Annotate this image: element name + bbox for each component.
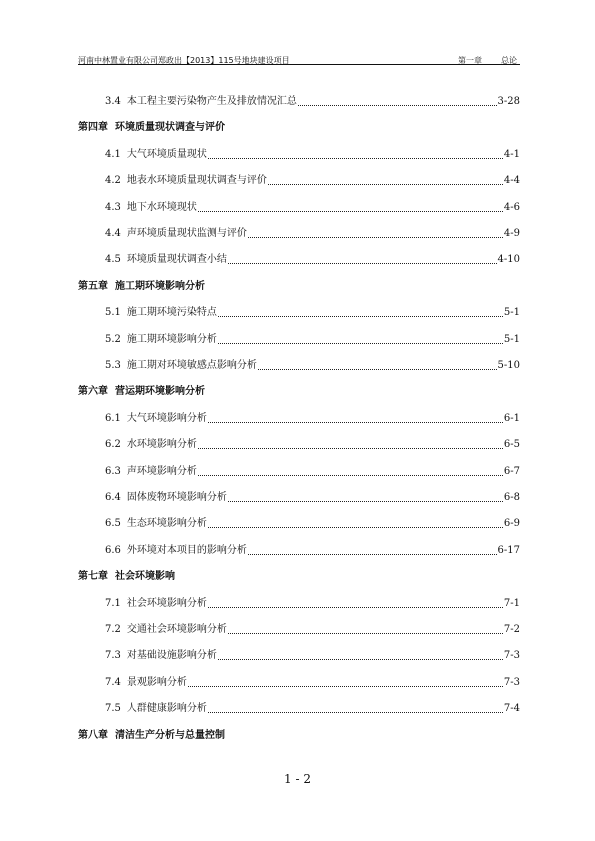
toc-entry[interactable] [105, 92, 520, 108]
section-number: 6.2 [105, 439, 121, 451]
section-title: 人群健康影响分析 [126, 703, 207, 715]
section-number: 7.2 [105, 624, 121, 635]
section-title: 固体废物环境影响分析 [126, 492, 227, 503]
section-number: 6.1 [105, 412, 121, 424]
dot-leader [198, 474, 503, 476]
toc-entry[interactable] [105, 514, 520, 530]
section-title: 声环境影响分析 [126, 465, 197, 477]
page-reference: 6-17 [497, 544, 520, 556]
header-rule [78, 64, 520, 65]
section-number: 5.3 [105, 360, 121, 371]
toc-entry[interactable] [105, 488, 520, 504]
section-title: 景观影响分析 [126, 676, 187, 688]
dot-leader [218, 658, 503, 660]
dot-leader [228, 500, 503, 502]
section-number: 7.5 [105, 703, 121, 715]
dot-leader [298, 104, 497, 106]
chapter-number: 第五章 [78, 280, 108, 292]
section-number: 6.6 [105, 544, 121, 556]
section-number: 6.3 [105, 465, 121, 477]
section-number: 3.4 [105, 96, 121, 107]
toc-chapter-heading [78, 118, 225, 134]
page-reference: 4-4 [503, 175, 520, 187]
section-title: 交通社会环境影响分析 [126, 624, 227, 635]
page-reference: 5-10 [497, 360, 520, 371]
section-number: 6.5 [105, 518, 121, 530]
toc-entry[interactable] [105, 356, 520, 372]
section-number: 4.2 [105, 175, 121, 187]
section-title: 生态环境影响分析 [126, 518, 207, 530]
toc-entry[interactable] [105, 224, 520, 240]
dot-leader [208, 711, 503, 713]
toc-entry[interactable] [105, 462, 520, 478]
section-title: 地表水环境质量现状调查与评价 [126, 175, 267, 187]
chapter-title: 社会环境影响 [115, 571, 175, 583]
page-reference: 7-4 [503, 703, 520, 715]
section-number: 5.2 [105, 333, 121, 345]
dot-leader [228, 262, 497, 264]
chapter-title: 施工期环境影响分析 [115, 280, 205, 292]
dot-leader [198, 447, 503, 449]
dot-leader [228, 632, 503, 634]
page-reference: 3-28 [497, 96, 520, 107]
toc-entry[interactable] [105, 541, 520, 557]
chapter-number: 第八章 [78, 729, 108, 741]
section-title: 对基础设施影响分析 [126, 650, 217, 662]
section-title: 声环境质量现状监测与评价 [126, 228, 247, 239]
toc-entry[interactable] [105, 646, 520, 662]
chapter-title: 清洁生产分析与总量控制 [115, 729, 225, 741]
toc-chapter-heading [78, 726, 225, 742]
section-number: 7.3 [105, 650, 121, 662]
dot-leader [218, 342, 503, 344]
section-title: 施工期环境污染特点 [126, 307, 217, 319]
section-title: 施工期环境影响分析 [126, 333, 217, 345]
dot-leader [258, 368, 497, 370]
section-title: 大气环境质量现状 [126, 148, 207, 160]
section-title: 地下水环境现状 [126, 201, 197, 213]
page-number: 1 - 2 [284, 772, 311, 786]
section-title: 本工程主要污染物产生及排放情况汇总 [126, 96, 297, 107]
dot-leader [218, 315, 503, 317]
header-project-title: 河南中林置业有限公司郑政出【2013】115号地块建设项目 [78, 56, 290, 65]
toc-entry[interactable] [105, 303, 520, 319]
toc-chapter-heading [78, 567, 175, 583]
toc-entry[interactable] [105, 330, 520, 346]
page-header [78, 47, 520, 65]
dot-leader [248, 236, 503, 238]
section-number: 7.4 [105, 676, 121, 688]
page-reference: 6-9 [503, 518, 520, 530]
dot-leader [208, 421, 503, 423]
dot-leader [268, 183, 503, 185]
section-number: 4.1 [105, 148, 121, 160]
chapter-number: 第六章 [78, 386, 108, 398]
dot-leader [208, 606, 503, 608]
dot-leader [188, 685, 503, 687]
page-reference: 7-3 [503, 676, 520, 688]
header-chapter: 第一章 [458, 56, 482, 65]
toc-entry[interactable] [105, 594, 520, 610]
section-title: 大气环境影响分析 [126, 412, 207, 424]
page-reference: 5-1 [503, 307, 520, 319]
section-number: 5.1 [105, 307, 121, 319]
dot-leader [208, 526, 503, 528]
page-reference: 6-5 [503, 439, 520, 451]
toc-entry[interactable] [105, 699, 520, 715]
page-reference: 6-8 [503, 492, 520, 503]
section-number: 4.5 [105, 254, 121, 266]
page-reference: 4-6 [503, 201, 520, 213]
section-number: 7.1 [105, 597, 121, 609]
section-number: 4.3 [105, 201, 121, 213]
toc-chapter-heading [78, 382, 205, 398]
chapter-title: 营运期环境影响分析 [115, 386, 205, 398]
page-reference: 4-10 [497, 254, 520, 266]
section-number: 6.4 [105, 492, 121, 503]
section-title: 社会环境影响分析 [126, 597, 207, 609]
page-reference: 5-1 [503, 333, 520, 345]
toc-entry[interactable] [105, 673, 520, 689]
dot-leader [248, 553, 497, 555]
section-title: 外环境对本项目的影响分析 [126, 544, 247, 556]
toc-entry[interactable] [105, 145, 520, 161]
section-title: 施工期对环境敏感点影响分析 [126, 360, 257, 371]
chapter-title: 环境质量现状调查与评价 [115, 122, 225, 134]
page-reference: 7-2 [503, 624, 520, 635]
dot-leader [208, 157, 503, 159]
section-number: 4.4 [105, 228, 121, 239]
section-title: 水环境影响分析 [126, 439, 197, 451]
dot-leader [198, 210, 503, 212]
page-reference: 4-9 [503, 228, 520, 239]
page-reference: 6-7 [503, 465, 520, 477]
chapter-number: 第四章 [78, 122, 108, 134]
toc-entry[interactable] [105, 435, 520, 451]
page-reference: 4-1 [503, 148, 520, 160]
toc-entry[interactable] [105, 620, 520, 636]
section-title: 环境质量现状调查小结 [126, 254, 227, 266]
toc-entry[interactable] [105, 409, 520, 425]
page-reference: 7-1 [503, 597, 520, 609]
chapter-number: 第七章 [78, 571, 108, 583]
header-section-title: 总论 [501, 56, 517, 65]
toc-entry[interactable] [105, 198, 520, 214]
page-reference: 7-3 [503, 650, 520, 662]
page-reference: 6-1 [503, 412, 520, 424]
toc-entry[interactable] [105, 250, 520, 266]
toc-chapter-heading [78, 277, 205, 293]
toc-entry[interactable] [105, 171, 520, 187]
